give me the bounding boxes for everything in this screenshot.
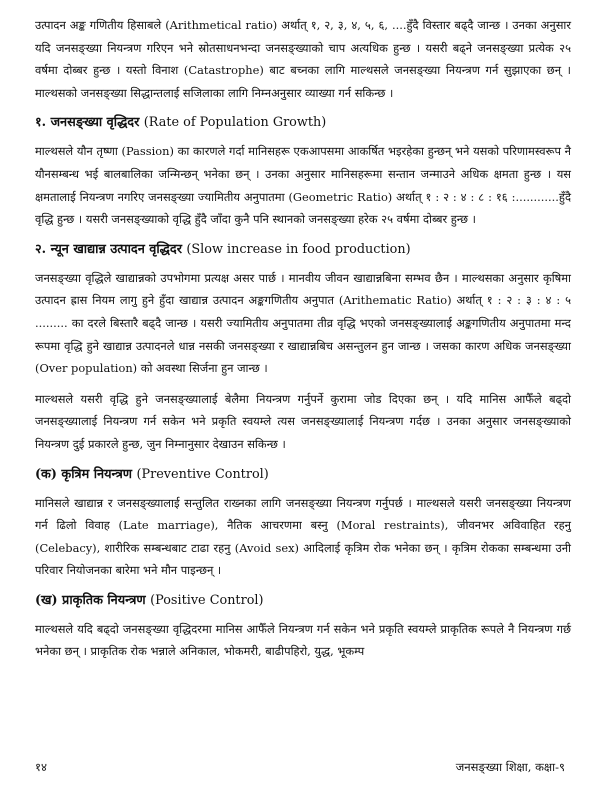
paragraph-arithmetical-ratio: उत्पादन अङ्क गणितीय हिसाबले (Arithmetical ratio) अर्थात् १, २, ३, ४, ५, ६, ....हुँदै विस्तार बढ्दै जान्छ । उनका अनुसार यदि जनसङ्ख्या नियन्त्रण गरिएन भने स्रोतसाधनभन्दा जनसङ्ख्याको चाप अत्यधिक हुन्छ । यसरी बढ्ने जनसङ्ख्या प्रत्येक २५ वर्षमा दोब्बर हुन्छ । यस्तो विनाश (Catastrophe) बाट बच्नका लागि माल्थसले जनसङ्ख्या नियन्त्रण गर्न सुझाएका छन् । माल्थसको जनसङ्ख्या सिद्धान्तलाई सजिलाका लागि निम्नअनुसार व्याख्या गर्न सकिन्छ ।	[35, 18, 571, 100]
paragraph-food-production: जनसङ्ख्या वृद्धिले खाद्यान्नको उपभोगमा प्रत्यक्ष असर पार्छ । मानवीय जीवन खाद्यान्नबिना सम्भव छैन । माल्थसका अनुसार कृषिमा उत्पादन ह्रास नियम लागु हुने हुँदा खाद्यान्न उत्पादन अङ्कगणितीय अनुपात (Arithematic Ratio) अर्थात् १ : २ : ३ : ४ : ५ ......... का दरले बिस्तारै बढ्दै जान्छ । यसरी ज्यामितीय अनुपातमा तीव्र वृद्धि भएको जनसङ्ख्यालाई अङ्कगणितीय अनुपातमा मन्द रूपमा वृद्धि हुने खाद्यान्न उत्पादनले धान्न नसकी जनसङ्ख्या र खाद्यान्नबिच असन्तुलन हुन जान्छ । जसका कारण अधिक जनसङ्ख्या (Over population) को अवस्था सिर्जना हुन जान्छ ।	[35, 270, 571, 376]
heading-english: (Slow increase in food production)	[186, 241, 411, 257]
heading-nepali: २. न्यून खाद्यान्न उत्पादन वृद्धिदर	[35, 241, 182, 257]
heading-nepali: (क) कृत्रिम नियन्त्रण	[35, 466, 133, 482]
paragraph-positive-control: माल्थसले यदि बढ्दो जनसङ्ख्या वृद्धिदरमा मानिस आफैँले नियन्त्रण गर्न सकेन भने प्रकृति स्वयम्ले प्राकृतिक रूपले नै नियन्त्रण गर्छ भनेका छन् । प्राकृतिक रोक भन्नाले अनिकाल, भोकमरी, बाढीपहिरो, युद्ध, भूकम्प	[35, 621, 571, 659]
heading-nepali: (ख) प्राकृतिक नियन्त्रण	[35, 592, 146, 608]
page-footer	[35, 758, 565, 776]
heading-rate-of-population-growth	[35, 112, 571, 134]
paragraph-population-control: माल्थसले यसरी वृद्धि हुने जनसङ्ख्यालाई बेलैमा नियन्त्रण गर्नुपर्ने कुरामा जोड दिएका छन् । यदि मानिस आफैँले बढ्दो जनसङ्ख्यालाई नियन्त्रण गर्न सकेन भने प्रकृति स्वयम्ले त्यस जनसङ्ख्यालाई नियन्त्रण गर्दछ । उनका अनुसार जनसङ्ख्याको नियन्त्रण दुई प्रकारले हुन्छ, जुन निम्नानुसार देखाउन सकिन्छ ।	[35, 391, 571, 451]
page-number: १४	[35, 760, 47, 774]
heading-preventive-control	[35, 464, 571, 486]
heading-english: (Positive Control)	[150, 592, 264, 608]
paragraph-preventive-control: मानिसले खाद्यान्न र जनसङ्ख्यालाई सन्तुलित राख्नका लागि जनसङ्ख्या नियन्त्रण गर्नुपर्छ । माल्थसले यसरी जनसङ्ख्या नियन्त्रण गर्न ढिलो विवाह (Late marriage), नैतिक आचरणमा बस्नु (Moral restraints), जीवनभर अविवाहित रहनु (Celebacy), शारीरिक सम्बन्धबाट टाढा रहनु (Avoid sex) आदिलाई कृत्रिम रोक भनेका छन् । कृत्रिम रोकका सम्बन्धमा उनी परिवार नियोजनका बारेमा भने मौन पाइन्छन् ।	[35, 495, 571, 578]
heading-slow-increase-food-production	[35, 239, 571, 261]
heading-positive-control	[35, 590, 571, 612]
book-title: जनसङ्ख्या शिक्षा, कक्षा-९	[455, 760, 565, 774]
heading-english: (Rate of Population Growth)	[143, 115, 327, 131]
heading-english: (Preventive Control)	[136, 466, 269, 482]
document-page	[35, 14, 571, 671]
heading-nepali: १. जनसङ्ख्या वृद्धिदर	[35, 115, 140, 131]
paragraph-geometric-ratio: माल्थसले यौन तृष्णा (Passion) का कारणले गर्दा मानिसहरू एकआपसमा आकर्षित भइरहेका हुन्छन् भने यसको परिणामस्वरूप नै यौनसम्बन्ध भई बालबालिका जन्मिन्छन् भनेका छन् । उनका अनुसार मानिसहरूमा सन्तान जन्माउने अधिक क्षमता हुन्छ । यस क्षमतालाई नियन्त्रण नगरिए जनसङ्ख्या ज्यामितीय अनुपातमा (Geometric Ratio) अर्थात् १ : २ : ४ : ८ : १६ :............हुँदै वृद्धि हुन्छ । यसरी जनसङ्ख्याको वृद्धि हुँदै जाँदा कुनै पनि स्थानको जनसङ्ख्या हरेक २५ वर्षमा दोब्बर हुन्छ ।	[35, 144, 571, 227]
